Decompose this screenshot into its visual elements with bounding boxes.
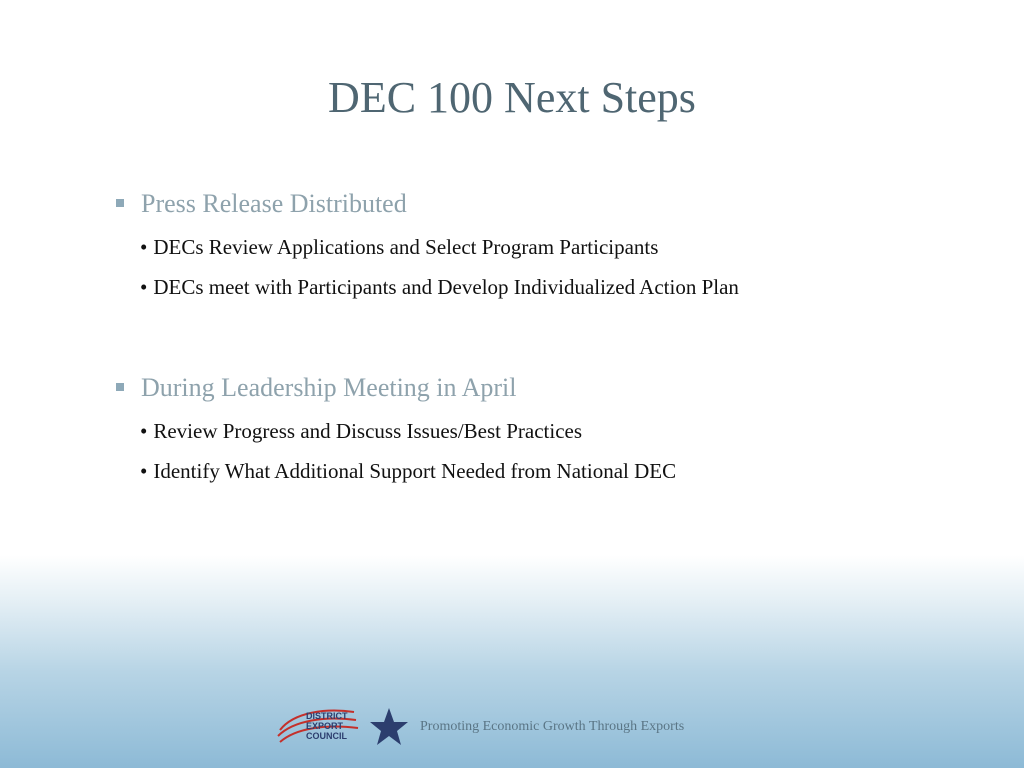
list-item-text: DECs meet with Participants and Develop Individualized Action Plan xyxy=(153,275,739,299)
bullet-dot-icon: • xyxy=(140,459,148,483)
list-item-text: Review Progress and Discuss Issues/Best Practices xyxy=(153,419,583,443)
list-item xyxy=(140,418,972,458)
bullet-dot-icon: • xyxy=(140,419,148,443)
star-icon xyxy=(370,708,408,745)
bullet-dot-icon: • xyxy=(140,235,148,259)
logo-text-line-3: COUNCIL xyxy=(306,731,347,741)
list-item-text: DECs Review Applications and Select Program Participants xyxy=(153,235,659,259)
list-item xyxy=(140,458,972,498)
list-item xyxy=(140,274,972,314)
sub-bullet-list xyxy=(112,234,972,314)
background-gradient xyxy=(0,555,1024,768)
section-heading: During Leadership Meeting in April xyxy=(141,373,517,402)
section-heading-row xyxy=(112,372,972,408)
district-export-council-logo xyxy=(276,702,416,752)
logo-text-line-1: DISTRICT xyxy=(306,711,348,721)
list-item xyxy=(140,234,972,274)
section-heading: Press Release Distributed xyxy=(141,189,407,218)
logo-text-line-2: EXPORT xyxy=(306,721,344,731)
square-bullet-icon xyxy=(116,383,124,391)
slide-title: DEC 100 Next Steps xyxy=(328,73,696,122)
section-heading-row xyxy=(112,188,972,224)
sub-bullet-list xyxy=(112,418,972,498)
square-bullet-icon xyxy=(116,199,124,207)
list-item-text: Identify What Additional Support Needed from National DEC xyxy=(153,459,677,483)
section-leadership-meeting xyxy=(112,372,972,498)
bullet-dot-icon: • xyxy=(140,275,148,299)
section-press-release xyxy=(112,188,972,314)
footer-tagline: Promoting Economic Growth Through Exports xyxy=(420,719,685,734)
